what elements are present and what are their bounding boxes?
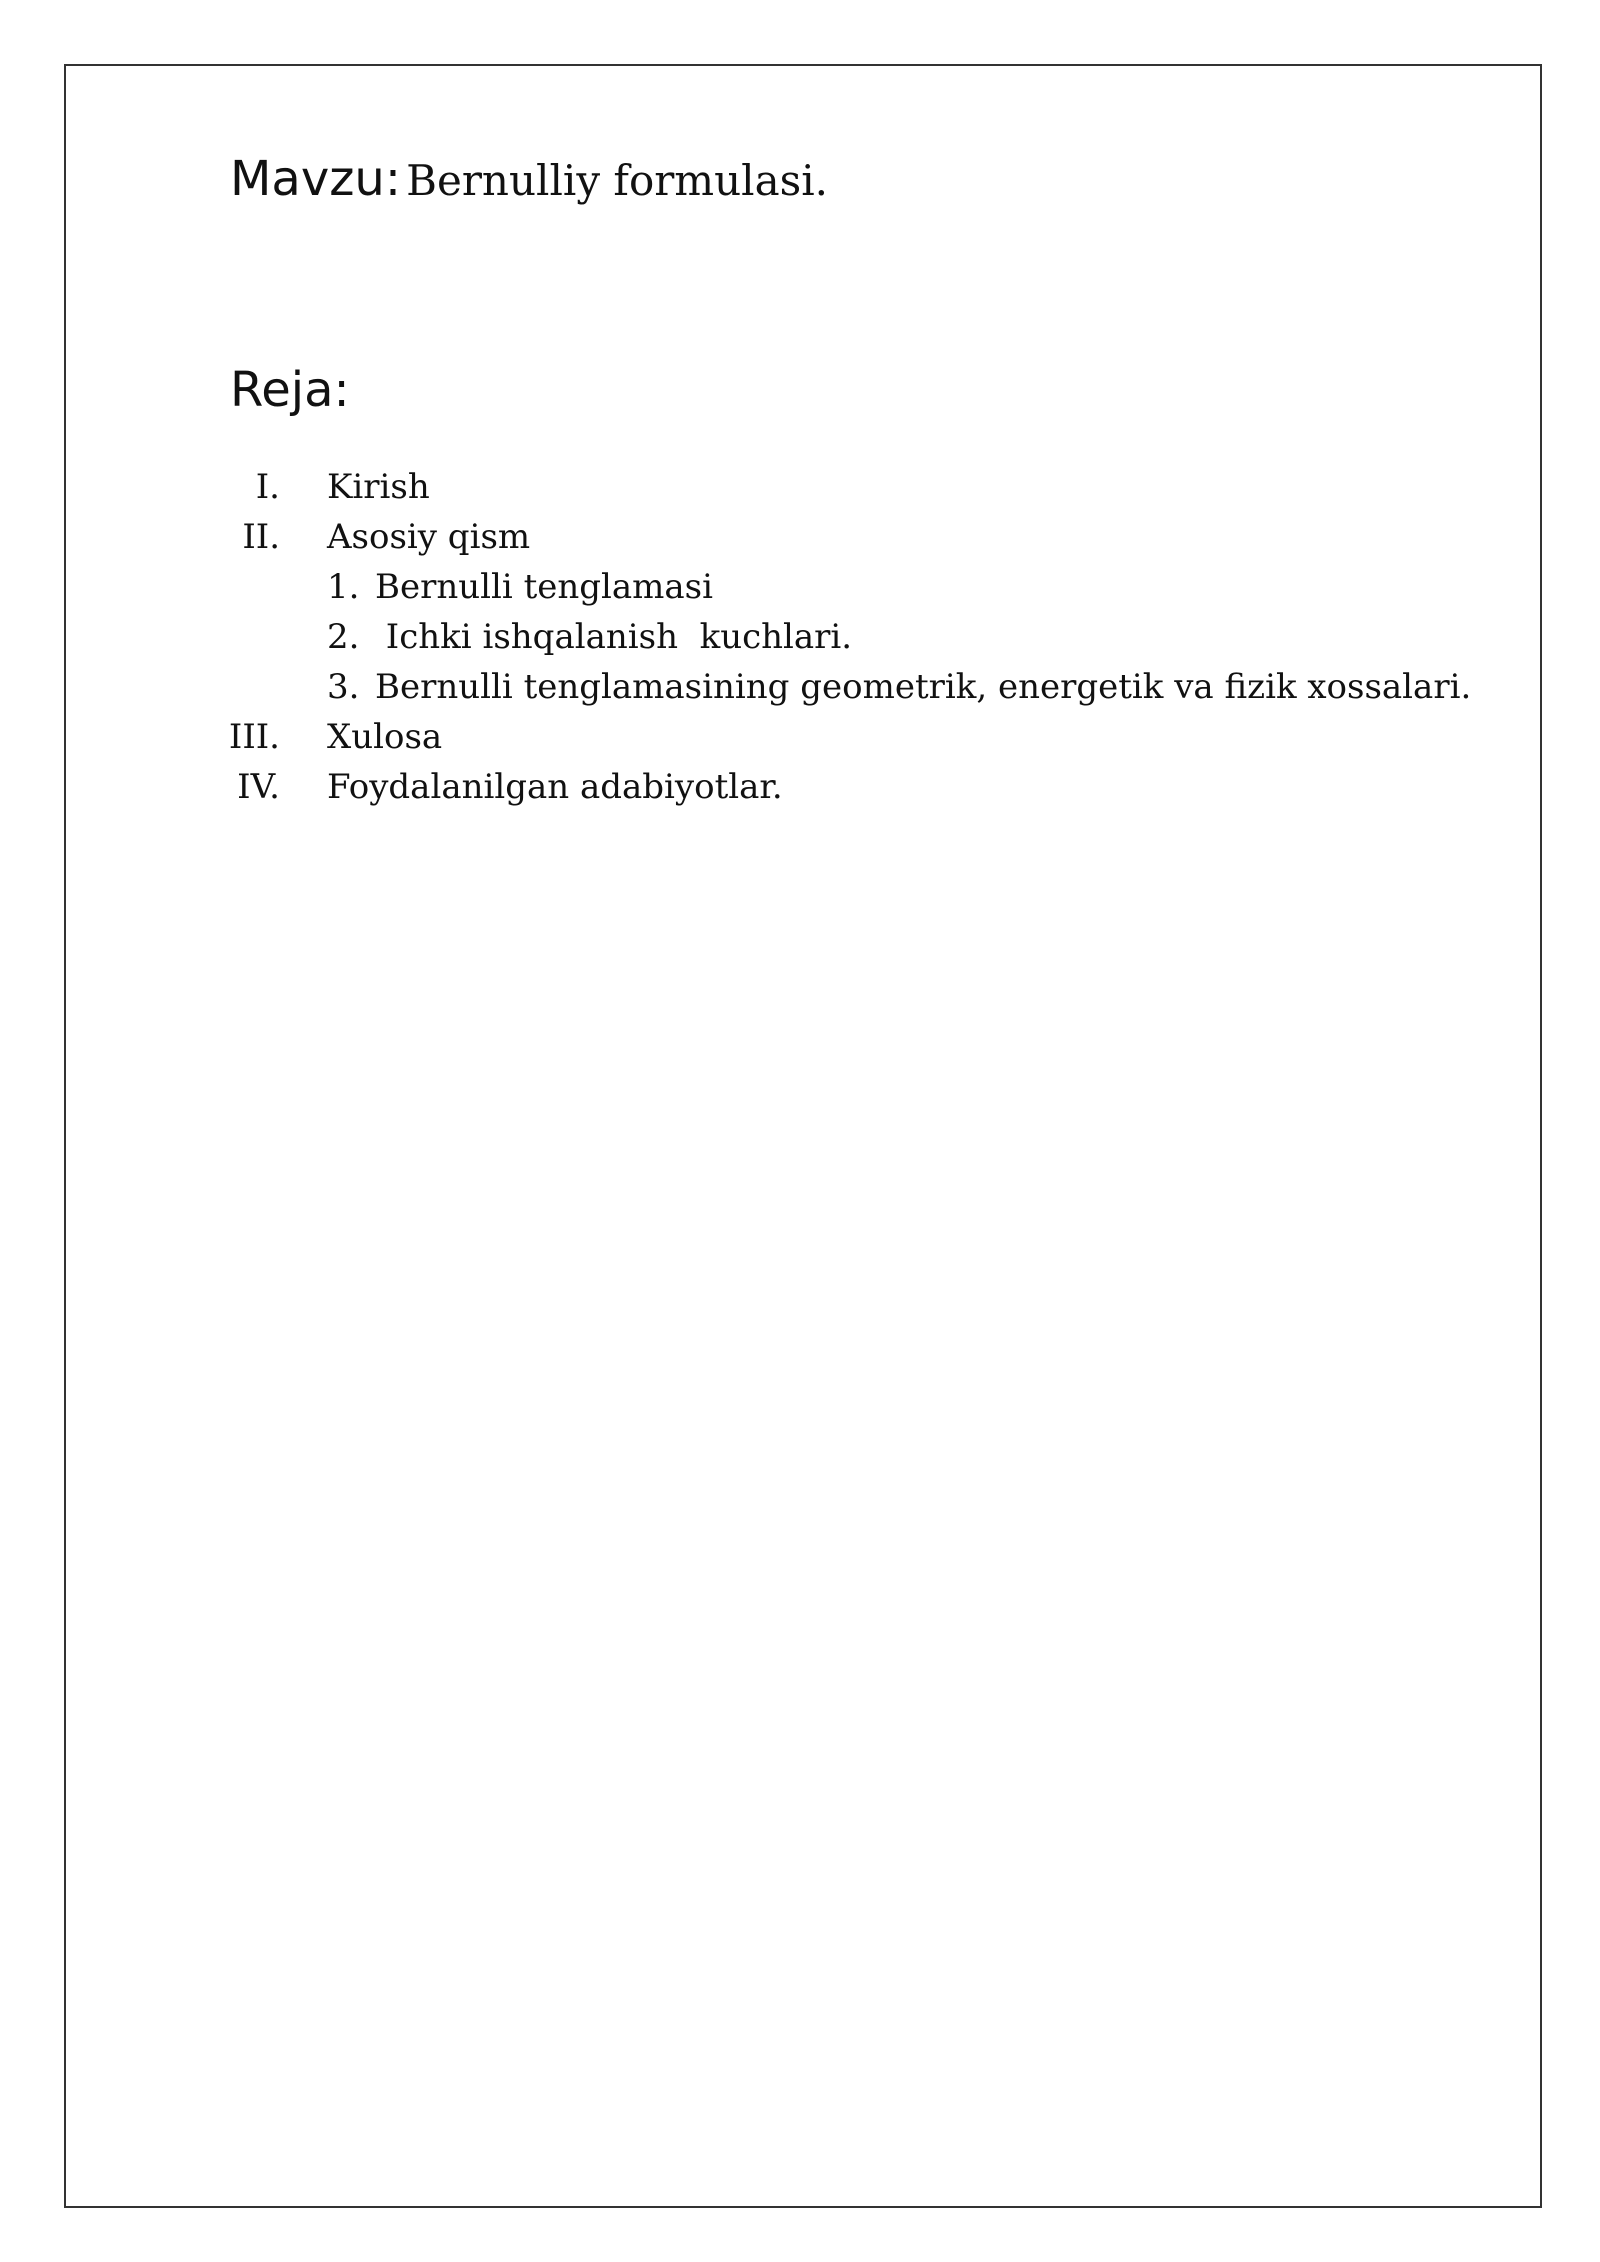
plan-item-number: I.: [255, 467, 280, 507]
plan-item-text: Foydalanilgan adabiyotlar.: [327, 767, 783, 807]
plan-subitem-text: Ichki ishqalanish kuchlari.: [375, 617, 853, 657]
plan-subitem-number: 1.: [327, 567, 360, 607]
plan-item-text: Kirish: [327, 467, 430, 507]
plan-subitem-text: Bernulli tenglamasi: [375, 567, 714, 607]
plan-subitem-1: [0, 562, 1500, 612]
plan-subitem-2: [0, 612, 1500, 662]
plan-item-1: [0, 462, 1500, 512]
plan-item-text: Xulosa: [327, 717, 443, 757]
plan-item-4: [0, 762, 1500, 812]
plan-item-number: IV.: [237, 767, 280, 807]
plan-subitem-3: [0, 662, 1500, 712]
topic-title: Bernulliy formulasi.: [406, 156, 828, 205]
plan-item-3: [0, 712, 1500, 762]
topic-label: Mavzu:: [230, 151, 402, 207]
plan-list: [0, 462, 1500, 812]
plan-subitem-number: 3.: [327, 667, 360, 707]
plan-subitem-text: Bernulli tenglamasining geometrik, energetik va fizik xossalari.: [375, 667, 1472, 707]
plan-subitem-number: 2.: [327, 617, 360, 657]
plan-item-number: III.: [228, 717, 280, 757]
plan-item-number: II.: [242, 517, 280, 557]
plan-item-text: Asosiy qism: [327, 517, 531, 557]
plan-item-2: [0, 512, 1500, 562]
topic-line: [230, 151, 828, 207]
plan-title: Reja:: [230, 362, 350, 418]
